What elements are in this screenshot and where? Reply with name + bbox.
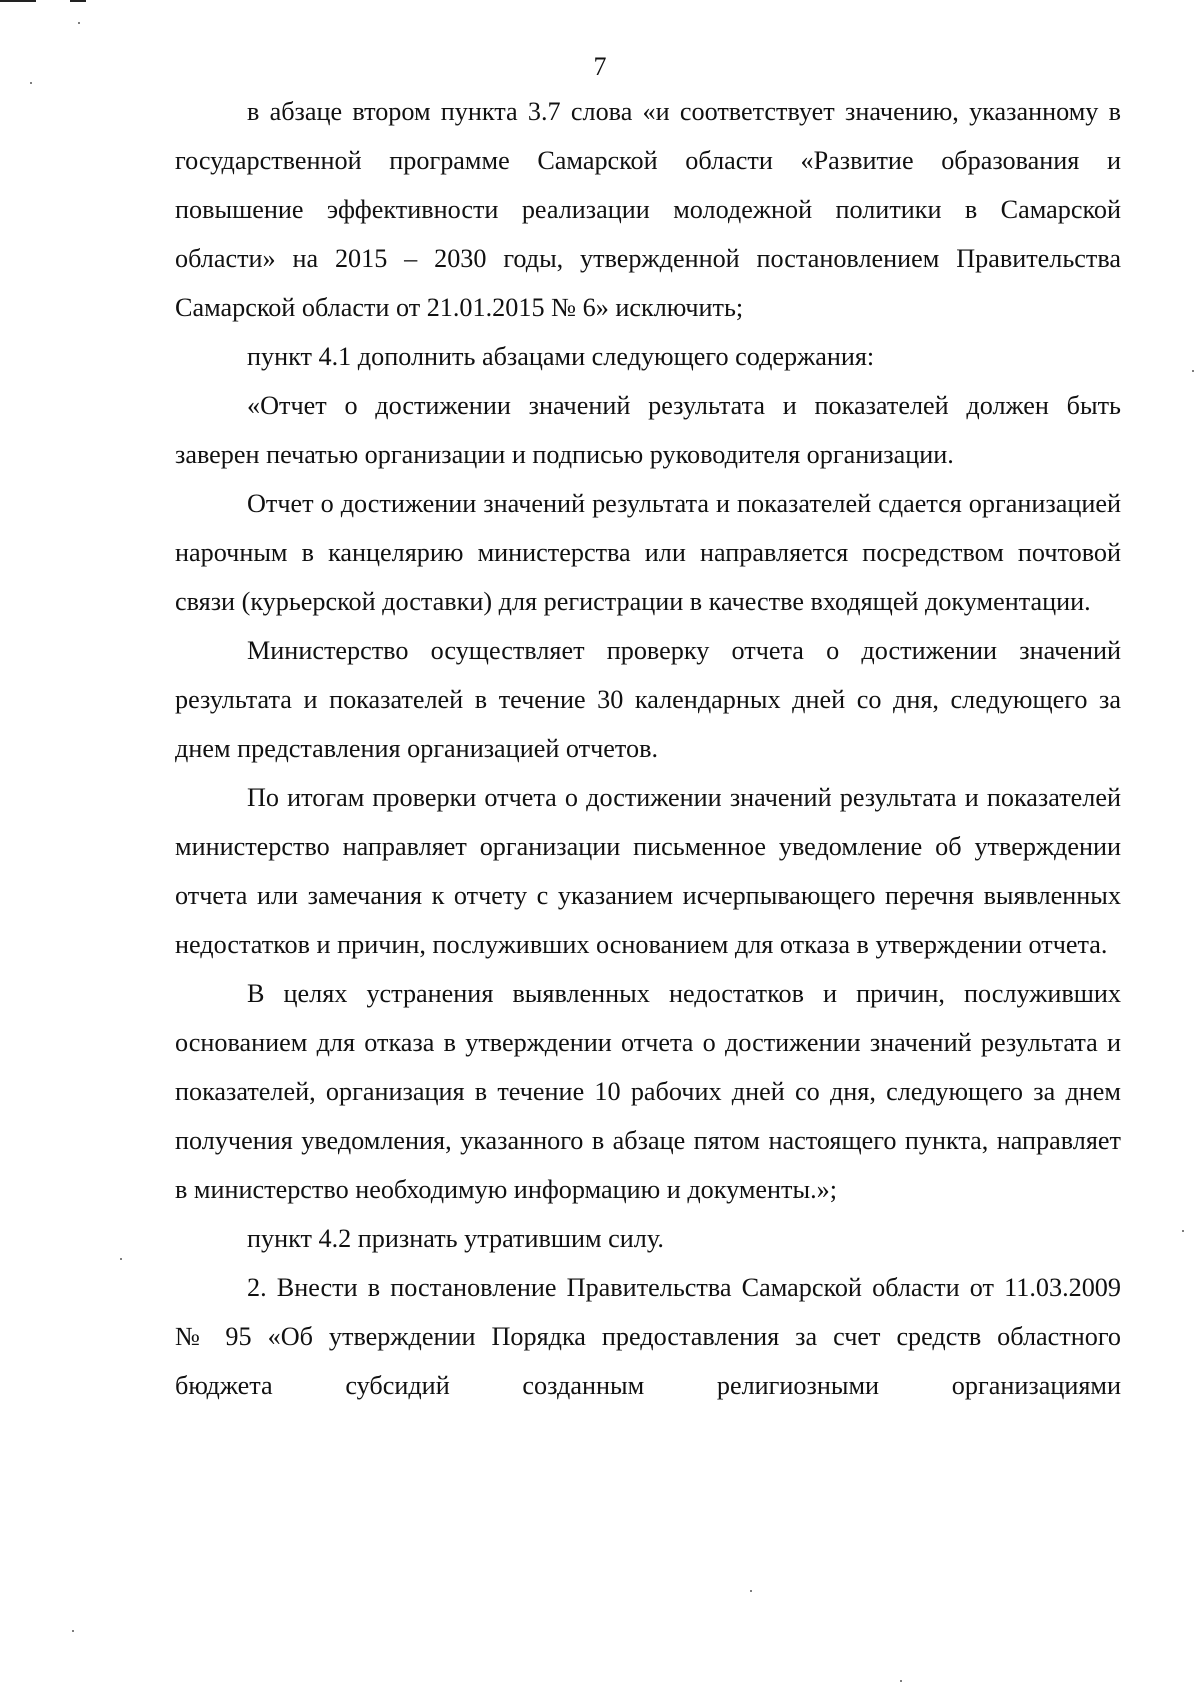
scan-speck: [900, 1680, 902, 1682]
scan-edge-mark: [70, 0, 86, 2]
paragraph: 2. Внести в постановление Правительства Самарской области от 11.03.2009 № 95 «Об утверждении Порядка предоставления за счет средств областного бюджета субсидий созданным религиозными организациями: [175, 1273, 1121, 1400]
document-body: [175, 87, 1121, 1410]
scan-speck: [750, 1590, 752, 1592]
scan-edge-mark: [0, 0, 36, 2]
scan-speck: [1192, 370, 1194, 372]
paragraph: По итогам проверки отчета о достижении значений результата и показателей министерство направляет организации письменное уведомление об утверждении отчета или замечания к отчету с указанием исчерпывающего перечня выявленных недостатков и причин, послуживших основанием для отказа в утверждении отчета.: [175, 783, 1121, 959]
scan-speck: [1182, 1230, 1184, 1232]
paragraph: «Отчет о достижении значений результата и показателей должен быть заверен печатью организации и подписью руководителя организации.: [175, 391, 1121, 469]
page-number: 7: [593, 52, 607, 81]
scan-speck: [78, 22, 80, 24]
scan-speck: [120, 1258, 122, 1260]
paragraph: Министерство осуществляет проверку отчета о достижении значений результата и показателей в течение 30 календарных дней со дня, следующего за днем представления организацией отчетов.: [175, 636, 1121, 763]
paragraph: пункт 4.1 дополнить абзацами следующего содержания:: [247, 342, 875, 371]
paragraph: в абзаце втором пункта 3.7 слова «и соответствует значению, указанному в государственной программе Самарской области «Развитие образования и повышение эффективности реализации молодежной политики в Самарской области» на 2015 – 2030 годы, утвержденной постановлением Правительства Самарской области от 21.01.2015 № 6» исключить;: [175, 97, 1121, 322]
scan-speck: [72, 1630, 74, 1632]
paragraph: Отчет о достижении значений результата и показателей сдается организацией нарочным в канцелярию министерства или направляется посредством почтовой связи (курьерской доставки) для регистрации в качестве входящей документации.: [175, 489, 1121, 616]
paragraph: пункт 4.2 признать утратившим силу.: [247, 1224, 664, 1253]
paragraph: В целях устранения выявленных недостатков и причин, послуживших основанием для отказа в утверждении отчета о достижении значений результата и показателей, организация в течение 10 рабочих дней со дня, следующего за днем получения уведомления, указанного в абзаце пятом настоящего пункта, направляет в министерство необходимую информацию и документы.»;: [175, 979, 1121, 1204]
scan-speck: [30, 82, 32, 84]
